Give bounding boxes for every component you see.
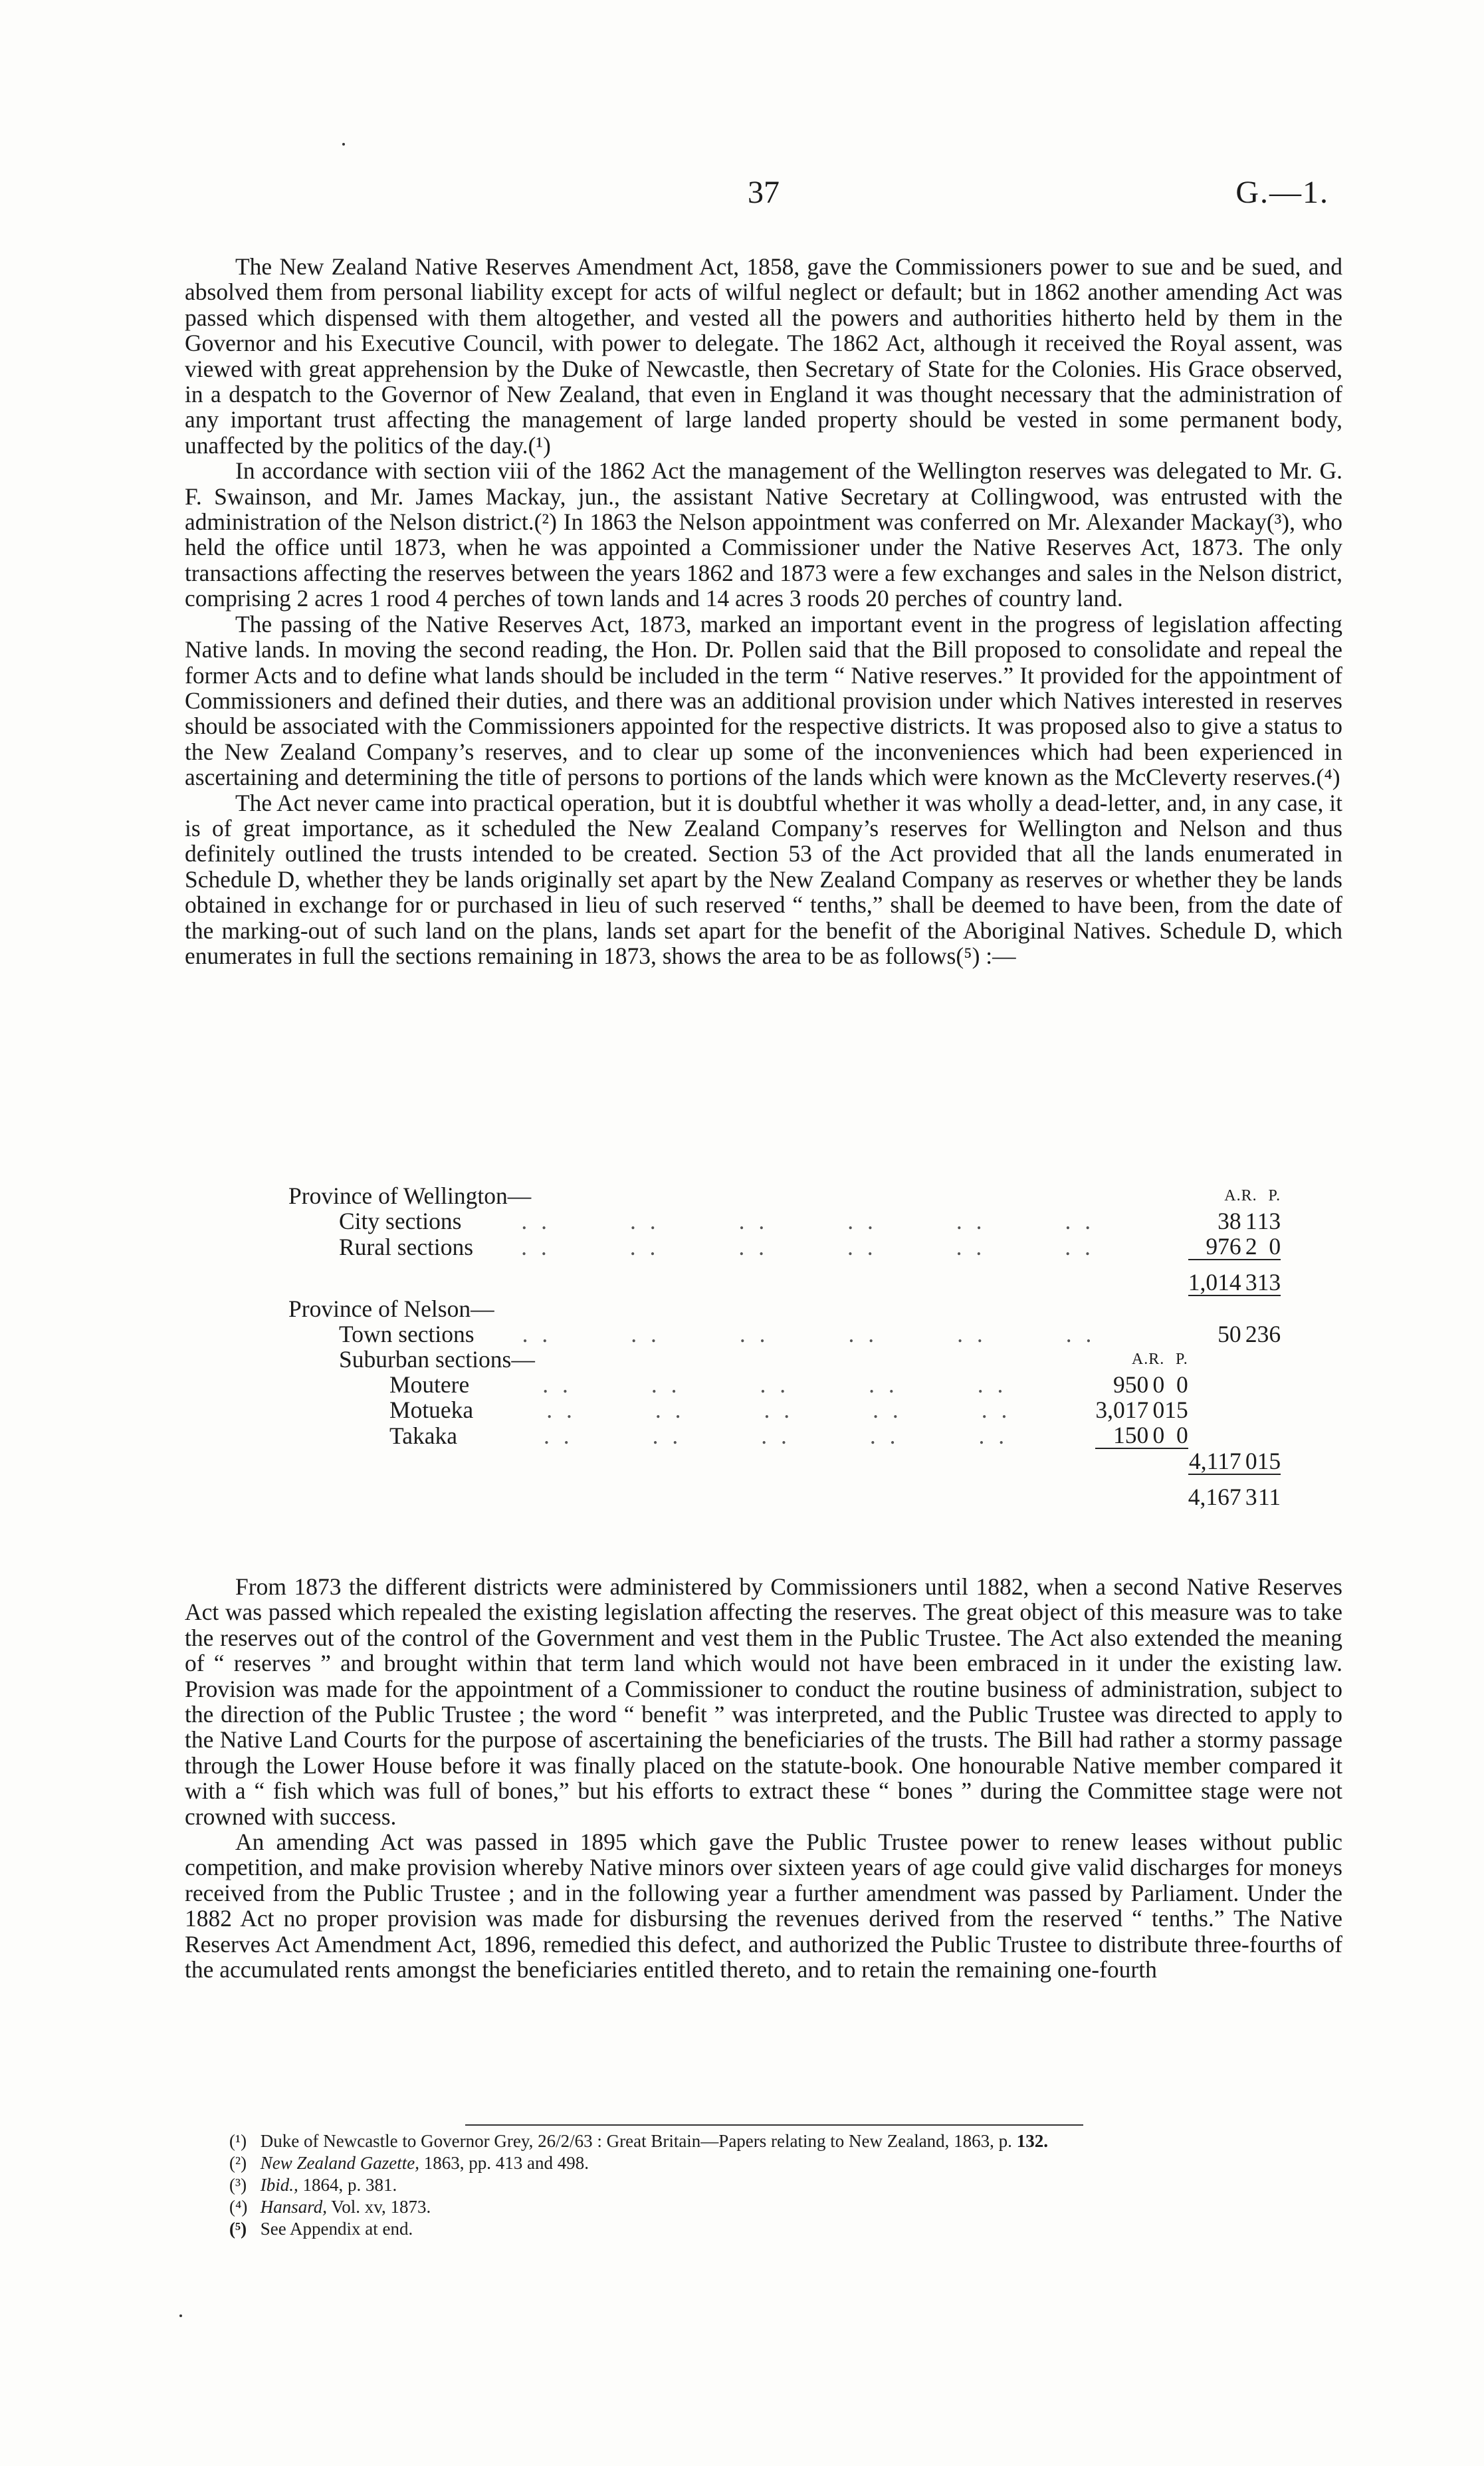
grand-total-roods: 3: [1245, 1484, 1257, 1510]
row-label: City sections: [339, 1208, 462, 1234]
roods-value: 1: [1245, 1208, 1257, 1234]
table-row: [288, 1397, 1281, 1422]
footnote-divider: [465, 2124, 1083, 2126]
acres-value: 3,017: [1095, 1397, 1149, 1423]
table-row: [288, 1484, 1281, 1510]
subheading: Suburban sections—: [339, 1346, 535, 1373]
table-row: [288, 1347, 1281, 1372]
leader-dots: . . . . . . . . . .: [542, 1371, 1007, 1398]
subtotal-roods: 0: [1245, 1448, 1257, 1474]
acres-value: 976: [1206, 1233, 1241, 1260]
footnote: (⁵) See Appendix at end.: [229, 2219, 413, 2239]
perches-value: 0: [1176, 1371, 1188, 1398]
subtotal-perches: 15: [1257, 1448, 1281, 1474]
perches-value: 36: [1257, 1321, 1281, 1347]
paragraph: In accordance with section viii of the 1862 Act the management of the Wellington reserves was delegated to Mr. G. F. Swainson, and Mr. James Mackay, jun., the assistant Native Secretary at Collingwood, was entrusted with the administration of the Nelson district.(²) In 1863 the Nelson appointment was conferred on Mr. Alexander Mackay(³), who held the office until 1873, when he was appointed a Commissioner under the Native Reserves Act, 1873. The only transactions affecting the reserves between the years 1862 and 1873 were a few exchanges and sales in the Nelson district, comprising 2 acres 1 rood 4 perches of town lands and 14 acres 3 roods 20 perches of country land.: [185, 457, 1342, 612]
column-header-acres: A.: [1224, 1187, 1241, 1204]
acres-value: 950: [1113, 1371, 1149, 1398]
province-heading: Province of Wellington—: [288, 1182, 532, 1209]
rule-row: [288, 1474, 1281, 1484]
column-header-perches: P.: [1176, 1351, 1188, 1368]
roods-value: 0: [1152, 1422, 1165, 1448]
subtotal-perches: 13: [1257, 1269, 1281, 1295]
row-label: Moutere: [389, 1371, 470, 1398]
column-header-roods: R.: [1241, 1187, 1257, 1204]
roods-value: 0: [1152, 1397, 1165, 1423]
footnote: (³) Ibid., 1864, p. 381.: [229, 2175, 397, 2195]
footnote: (¹) Duke of Newcastle to Governor Grey, 26/2/63 : Great Britain—Papers relating to New Zealand, 1863, p. 132.: [229, 2131, 1048, 2151]
scan-speck: [342, 143, 345, 146]
row-label: Motueka: [389, 1397, 474, 1423]
row-label: Rural sections: [339, 1233, 474, 1260]
column-header-acres: A.: [1131, 1351, 1149, 1368]
leader-dots: . . . . . . . . . . . .: [522, 1321, 1096, 1347]
table-row: [288, 1422, 1281, 1448]
paragraph: From 1873 the different districts were administered by Commissioners until 1882, when a second Native Reserves Act was passed which repealed the existing legislation affecting the reserves. The great object of this measure was to take the reserves out of the control of the Government and vest them in the Public Trustee. The Act also extended the meaning of “ reserves ” and brought within that term land which would not have been embraced in it under the existing law. Provision was made for the appointment of a Commissioner to conduct the routine business of administration, subject to the direction of the Public Trustee ; the word “ benefit ” was interpreted, and the Public Trustee was directed to apply to the Native Land Courts for the purpose of ascertaining the beneficiaries of the trusts. The Bill had rather a stormy passage through the Lower House before it was finally placed on the statute-book. One honourable Native member compared it with a “ fish which was full of bones,” but his efforts to extract these “ bones ” during the Committee stage were not crowned with success.: [185, 1573, 1342, 1830]
leader-dots: . . . . . . . . . . . .: [521, 1208, 1095, 1234]
column-header-perches: P.: [1268, 1187, 1281, 1204]
row-label: Takaka: [389, 1422, 457, 1449]
acres-value: 150: [1113, 1422, 1149, 1448]
table-row: [288, 1270, 1281, 1295]
perches-value: 0: [1176, 1422, 1188, 1448]
row-label: Town sections: [339, 1321, 475, 1347]
table-row: [288, 1321, 1281, 1347]
subtotal-acres: 4,117: [1189, 1448, 1241, 1474]
column-header-roods: R.: [1148, 1351, 1165, 1368]
paragraph: The passing of the Native Reserves Act, 1873, marked an important event in the progress of legislation affecting Native lands. In moving the second reading, the Hon. Dr. Pollen said that the Bill proposed to consolidate and repeal the former Acts and to define what lands should be included in the term “ Native reserves.” It provided for the appointment of Commissioners and defined their duties, and there was an additional provision under which Natives interested in reserves should be associated with the Commissioners appointed for the respective districts. It was proposed also to give a status to the New Zealand Company’s reserves, and to clear up some of the inconveniences which had been experienced in ascertaining and determining the title of persons to portions of the lands which were known as the McCleverty reserves.(⁴): [185, 610, 1342, 791]
schedule-d-table: [288, 1183, 1281, 1510]
scan-speck: [179, 2314, 182, 2317]
paragraph: The Act never came into practical operation, but it is doubtful whether it was wholly a dead-letter, and, in any case, it is of great importance, as it scheduled the New Zealand Company’s reserves for Wellington and Nelson and thus definitely outlined the trusts intended to be created. Section 53 of the Act provided that all the lands enumerated in Schedule D, whether they be lands originally set apart by the New Zealand Company as reserves or whether they be lands obtained in exchange for or purchased in lieu of such reserved “ tenths,” shall be deemed to have been, from the date of the marking-out of such land on the plans, lands set apart for the benefit of the Aboriginal Natives. Schedule D, which enumerates in full the sections remaining in 1873, shows the area to be as follows(⁵) :—: [185, 789, 1342, 969]
paragraph: An amending Act was passed in 1895 which gave the Public Trustee power to renew leases without public competition, and make provision whereby Native minors over sixteen years of age could give valid discharges for moneys received from the Public Trustee ; and in the following year a further amendment was passed by Parliament. Under the 1882 Act no proper provision was made for disbursing the revenues derived from the reserved “ tenths.” The Native Reserves Act Amendment Act, 1896, remedied this defect, and authorized the Public Trustee to distribute three-fourths of the accumulated rents amongst the beneficiaries entitled thereto, and to retain the remaining one-fourth: [185, 1829, 1342, 1983]
subtotal-roods: 3: [1245, 1269, 1257, 1295]
roods-value: 0: [1152, 1371, 1165, 1398]
perches-value: 15: [1164, 1397, 1188, 1423]
paragraph: The New Zealand Native Reserves Amendment Act, 1858, gave the Commissioners power to sue and be sued, and absolved them from personal liability except for acts of wilful neglect or default; but in 1862 another amending Act was passed which dispensed with them altogether, and vested all the powers and authorities hitherto held by them in the Governor and his Executive Council, with power to delegate. The 1862 Act, although it received the Royal assent, was viewed with great apprehension by the Duke of Newcastle, then Secretary of State for the Colonies. His Grace observed, in a despatch to the Governor of New Zealand, that even in England it was thought necessary that the administration of any important trust affecting the management of large landed property should be vested in some permanent body, unaffected by the politics of the day.(¹): [185, 253, 1342, 459]
leader-dots: . . . . . . . . . .: [543, 1422, 1009, 1449]
table-row: [288, 1183, 1281, 1208]
footnotes: [229, 2130, 1359, 2240]
page-number: 37: [748, 175, 780, 210]
table-row: [288, 1448, 1281, 1474]
leader-dots: . . . . . . . . . .: [546, 1397, 1011, 1423]
acres-value: 38: [1218, 1208, 1241, 1234]
table-row: [288, 1208, 1281, 1234]
acres-value: 50: [1218, 1321, 1241, 1347]
table-row: [288, 1234, 1281, 1260]
footnote: (²) New Zealand Gazette, 1863, pp. 413 and 498.: [229, 2153, 589, 2173]
roods-value: 2: [1245, 1233, 1257, 1260]
subtotal-acres: 1,014: [1188, 1269, 1241, 1295]
province-heading: Province of Nelson—: [288, 1295, 494, 1322]
document-reference: G.—1.: [1235, 175, 1329, 210]
page-header: [179, 174, 1329, 227]
grand-total-perches: 11: [1257, 1484, 1281, 1510]
perches-value: 0: [1269, 1233, 1281, 1260]
perches-value: 13: [1257, 1208, 1281, 1234]
roods-value: 2: [1245, 1321, 1257, 1347]
leader-dots: . . . . . . . . . . . .: [521, 1233, 1095, 1260]
body-text-top: [185, 254, 1342, 968]
rule-row: [288, 1260, 1281, 1270]
table-row: [288, 1295, 1281, 1321]
table-row: [288, 1372, 1281, 1397]
body-text-bottom: [185, 1574, 1342, 1983]
footnote: (⁴) Hansard, Vol. xv, 1873.: [229, 2197, 431, 2217]
grand-total-acres: 4,167: [1188, 1484, 1241, 1510]
